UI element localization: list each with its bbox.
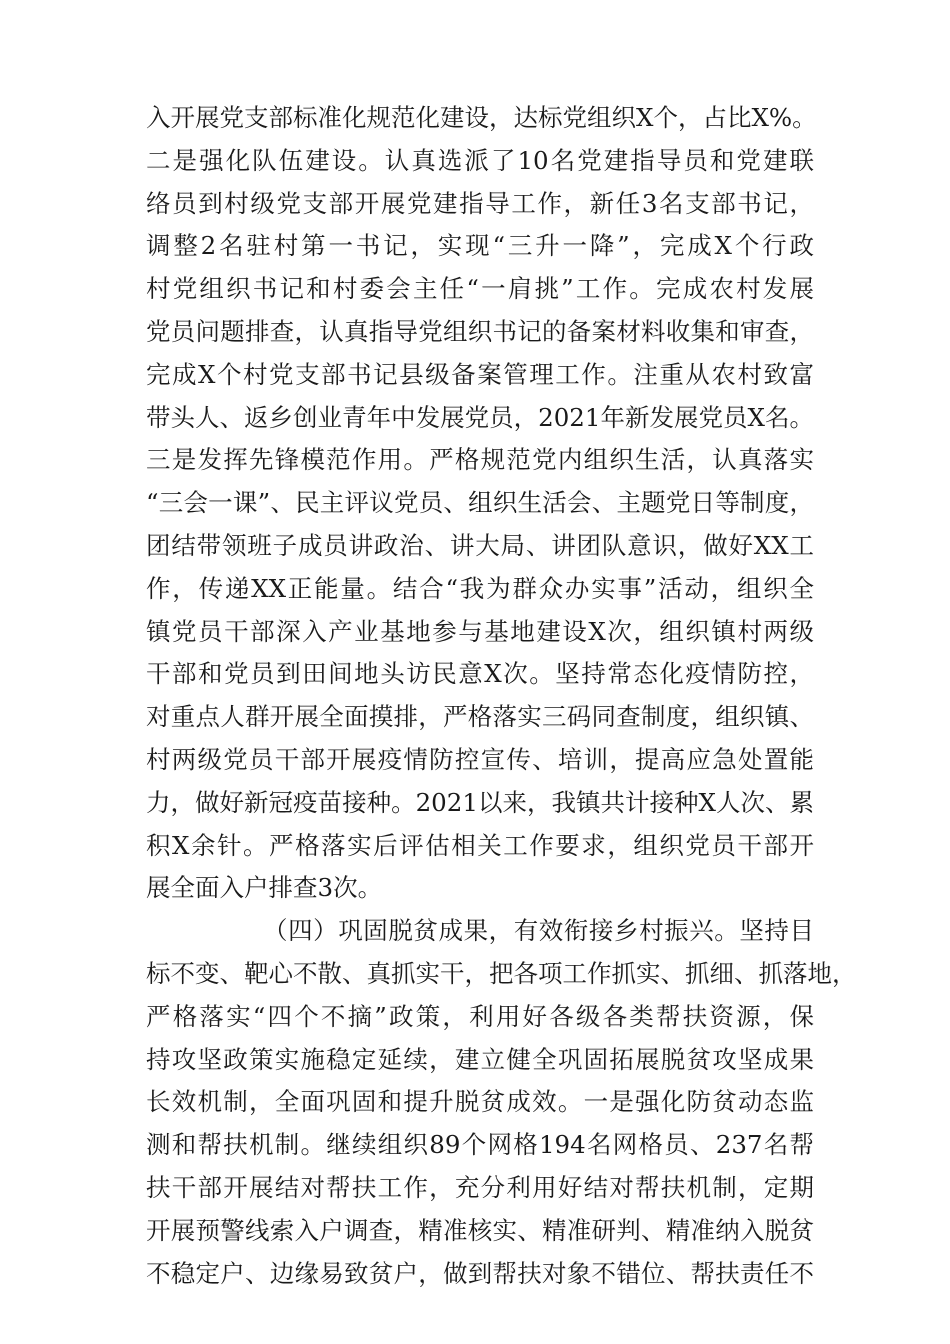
text-line: 干部和党员到田间地头访民意X次。坚持常态化疫情防控， [146, 659, 814, 689]
text-line: 对重点人群开展全面摸排，严格落实三码同查制度，组织镇、 [146, 702, 814, 732]
text-line: 标不变、靶心不散、真抓实干，把各项工作抓实、抓细、抓落地， [146, 958, 857, 988]
text-line: 长效机制，全面巩固和提升脱贫成效。一是强化防贫动态监 [146, 1087, 814, 1117]
text-line: 络员到村级党支部开展党建指导工作，新任3名支部书记， [146, 188, 814, 218]
text-line: 带头人、返乡创业青年中发展党员，2021年新发展党员X名。 [146, 402, 814, 432]
text-line: 扶干部开展结对帮扶工作，充分利用好结对帮扶机制，定期 [146, 1172, 814, 1202]
text-line: “三会一课”、民主评议党员、组织生活会、主题党日等制度， [146, 488, 814, 518]
text-line: 调整2名驻村第一书记，实现“三升一降”，完成X个行政 [146, 231, 814, 261]
text-line: 开展预警线索入户调查，精准核实、精准研判、精准纳入脱贫 [146, 1215, 814, 1245]
body-text [146, 97, 857, 1295]
text-line: 二是强化队伍建设。认真选派了10名党建指导员和党建联 [146, 145, 814, 175]
text-line: 严格落实“四个不摘”政策，利用好各级各类帮扶资源，保 [146, 1001, 814, 1031]
text-line: 作，传递XX正能量。结合“我为群众办实事”活动，组织全 [146, 573, 814, 603]
text-line: 入开展党支部标准化规范化建设，达标党组织X个，占比X%。 [146, 103, 817, 132]
text-line: 展全面入户排查3次。 [146, 873, 383, 903]
section-heading-line: （四）巩固脱贫成果，有效衔接乡村振兴。坚持目 [263, 916, 814, 946]
text-line: 镇党员干部深入产业基地参与基地建设X次，组织镇村两级 [146, 616, 814, 646]
text-line: 力，做好新冠疫苗接种。2021以来，我镇共计接种X人次、累 [146, 787, 814, 817]
text-line: 不稳定户、边缘易致贫户，做到帮扶对象不错位、帮扶责任不 [146, 1258, 814, 1288]
text-line: 村两级党员干部开展疫情防控宣传、培训，提高应急处置能 [146, 744, 814, 774]
text-line: 三是发挥先锋模范作用。严格规范党内组织生活，认真落实 [146, 445, 814, 475]
text-line: 完成X个村党支部书记县级备案管理工作。注重从农村致富 [146, 359, 814, 389]
text-line: 团结带领班子成员讲政治、讲大局、讲团队意识，做好XX工 [146, 530, 814, 560]
text-line: 积X余针。严格落实后评估相关工作要求，组织党员干部开 [146, 830, 814, 860]
text-line: 村党组织书记和村委会主任“一肩挑”工作。完成农村发展 [146, 274, 814, 304]
text-line: 测和帮扶机制。继续组织89个网格194名网格员、237名帮 [146, 1130, 814, 1160]
text-line: 持攻坚政策实施稳定延续，建立健全巩固拓展脱贫攻坚成果 [146, 1044, 814, 1074]
text-line: 党员问题排查，认真指导党组织书记的备案材料收集和审查， [146, 316, 814, 346]
